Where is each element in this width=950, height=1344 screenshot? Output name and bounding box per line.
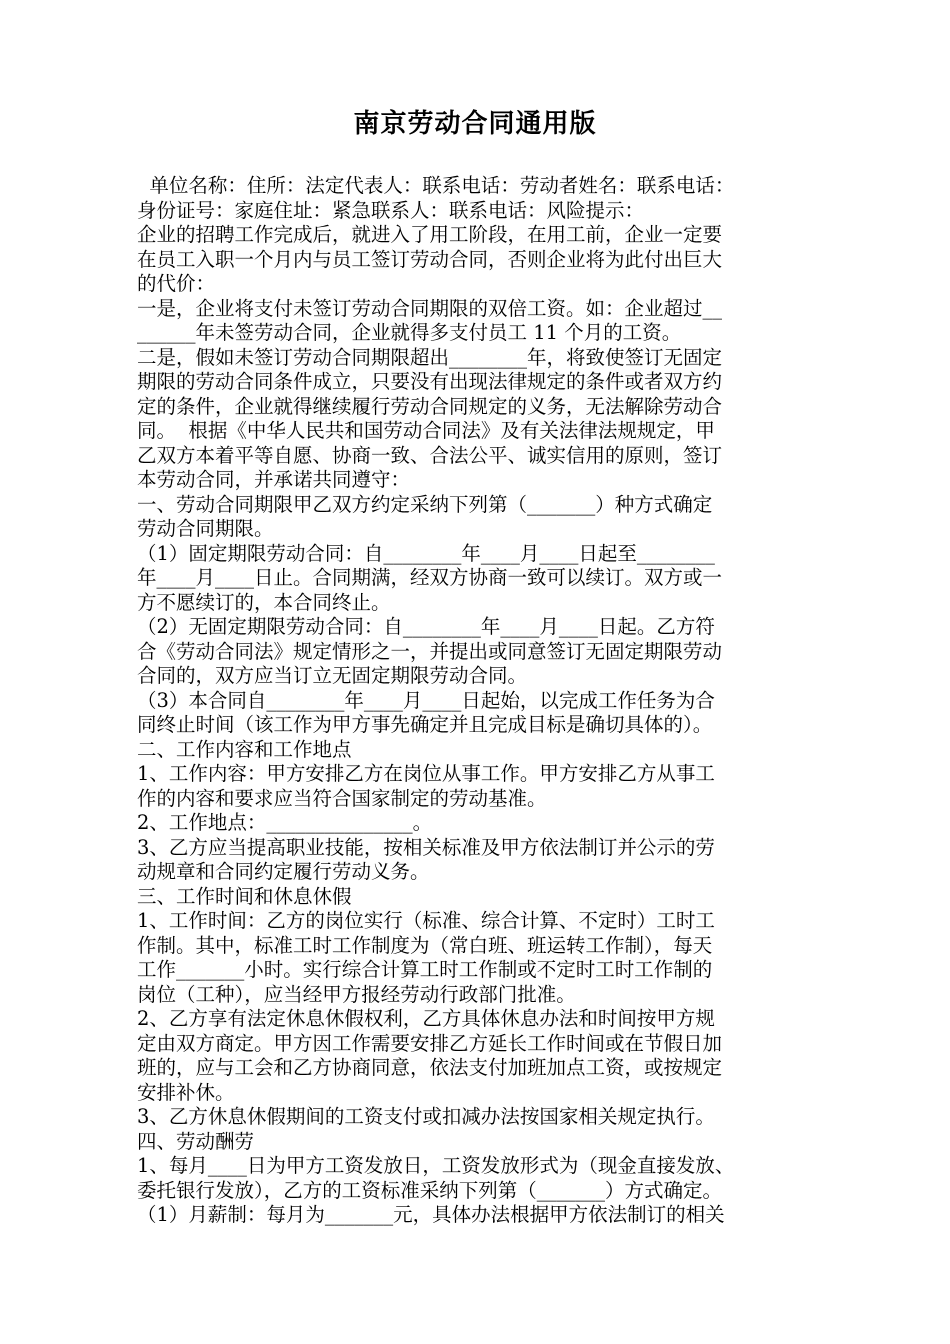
body-line: 1、工作内容：甲方安排乙方在岗位从事工作。甲方安排乙方从事工 bbox=[137, 762, 715, 785]
body-line: 合同的，双方应当订立无固定期限劳动合同。 bbox=[137, 664, 528, 687]
body-line: （2）无固定期限劳动合同：自________年____月____日起。乙方符 bbox=[137, 615, 715, 638]
body-line: 身份证号：家庭住址：紧急联系人：联系电话：风险提示： bbox=[137, 198, 645, 222]
body-line: 定的条件，企业就得继续履行劳动合同规定的义务，无法解除劳动合 bbox=[137, 394, 723, 418]
body-line: 岗位（工种），应当经甲方报经劳动行政部门批准。 bbox=[137, 982, 576, 1006]
document-body bbox=[137, 174, 827, 1228]
body-line: 定由双方商定。甲方因工作需要安排乙方延长工作时间或在节假日加 bbox=[137, 1031, 723, 1055]
body-line: 乙双方本着平等自愿、协商一致、合法公平、诚实信用的原则，签订 bbox=[137, 443, 723, 467]
body-line: ______年未签劳动合同，企业就得多支付员工 11 个月的工资。 bbox=[137, 321, 682, 344]
body-line: 1、每月____日为甲方工资发放日，工资发放形式为（现金直接发放、 bbox=[137, 1154, 735, 1177]
body-line: 同终止时间（该工作为甲方事先确定并且完成目标是确切具体的）。 bbox=[137, 713, 713, 736]
body-line: 2、乙方享有法定休息休假权利，乙方具体休息办法和时间按甲方规 bbox=[137, 1007, 715, 1030]
body-line: 三、工作时间和休息休假 bbox=[137, 884, 352, 908]
body-line: 同。 根据《中华人民共和国劳动合同法》及有关法律法规规定，甲 bbox=[137, 419, 715, 442]
body-line: （1）月薪制：每月为_______元，具体办法根据甲方依法制订的相关 bbox=[137, 1203, 725, 1226]
body-line: 1、工作时间：乙方的岗位实行（标准、综合计算、不定时）工时工 bbox=[137, 909, 715, 932]
body-line: 的代价： bbox=[137, 272, 216, 295]
body-line: 期限的劳动合同条件成立，只要没有出现法律规定的条件或者双方约 bbox=[137, 370, 723, 393]
body-line: （1）固定期限劳动合同：自________年____月____日起至________ bbox=[137, 541, 715, 565]
document-title: 南京劳动合同通用版 bbox=[353, 109, 597, 139]
body-line: 一是，企业将支付未签订劳动合同期限的双倍工资。如：企业超过__ bbox=[137, 296, 723, 320]
body-line: 在员工入职一个月内与员工签订劳动合同，否则企业将为此付出巨大 bbox=[137, 247, 723, 271]
body-line: 2、工作地点：_______________。 bbox=[137, 811, 433, 834]
body-line: 劳动合同期限。 bbox=[137, 517, 274, 540]
body-line: 企业的招聘工作完成后，就进入了用工阶段，在用工前，企业一定要 bbox=[137, 223, 723, 246]
body-line: 委托银行发放），乙方的工资标准采纳下列第（_______）方式确定。 bbox=[137, 1178, 723, 1202]
body-line: 3、乙方应当提高职业技能，按相关标准及甲方依法制订并公示的劳 bbox=[137, 835, 715, 859]
body-line: 安排补休。 bbox=[137, 1080, 235, 1104]
body-line: 方不愿续订的，本合同终止。 bbox=[137, 590, 391, 614]
body-line: 二是，假如未签订劳动合同期限超出________年，将致使签订无固定 bbox=[137, 345, 723, 369]
body-line: 本劳动合同，并承诺共同遵守： bbox=[137, 468, 411, 491]
body-line: （3）本合同自________年____月____日起始，以完成工作任务为合 bbox=[137, 688, 715, 712]
body-line: 班的，应与工会和乙方协商同意，依法支付加班加点工资，或按规定 bbox=[137, 1056, 723, 1079]
body-line: 一、劳动合同期限甲乙双方约定采纳下列第（_______）种方式确定 bbox=[137, 492, 713, 516]
body-line: 合《劳动合同法》规定情形之一，并提出或同意签订无固定期限劳动 bbox=[137, 639, 723, 663]
body-line: 作的内容和要求应当符合国家制定的劳动基准。 bbox=[137, 786, 547, 810]
body-line: 年____月____日止。合同期满，经双方协商一致可以续订。双方或一 bbox=[137, 566, 723, 589]
body-line: 3、乙方休息休假期间的工资支付或扣减办法按国家相关规定执行。 bbox=[137, 1105, 715, 1128]
body-line: 单位名称：住所：法定代表人：联系电话：劳动者姓名：联系电话： bbox=[137, 174, 735, 197]
body-line: 四、劳动酬劳 bbox=[137, 1129, 255, 1153]
body-line: 动规章和合同约定履行劳动义务。 bbox=[137, 860, 430, 883]
body-line: 二、工作内容和工作地点 bbox=[137, 737, 352, 761]
body-line: 作制。其中，标准工时工作制度为（常白班、班运转工作制），每天 bbox=[137, 933, 713, 957]
body-line: 工作_______小时。实行综合计算工时工作制或不定时工时工作制的 bbox=[137, 958, 713, 981]
